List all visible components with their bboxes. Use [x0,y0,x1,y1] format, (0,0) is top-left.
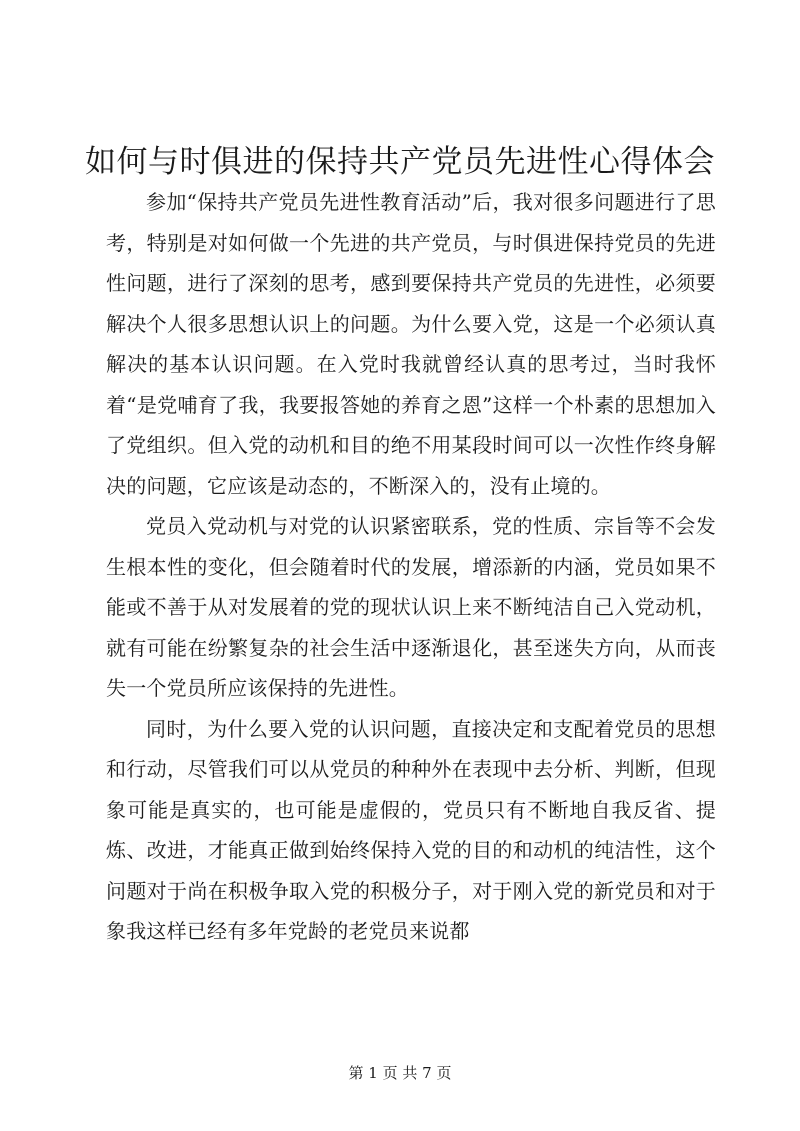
paragraph-2: 党员入党动机与对党的认识紧密联系，党的性质、宗旨等不会发生根本性的变化，但会随着时代的发展，增添新的内涵，党员如果不能或不善于从对发展着的党的现状认识上来不断纯洁自己入党动机，就有可能在纷繁复杂的社会生活中逐渐退化，甚至迷失方向，从而丧失一个党员所应该保持的先进性。 [106,514,716,700]
document-title: 如何与时俱进的保持共产党员先进性心得体会 [85,144,715,180]
paragraph-3: 同时，为什么要入党的认识问题，直接决定和支配着党员的思想和行动，尽管我们可以从党员的种种外在表现中去分析、判断，但现象可能是真实的，也可能是虚假的，党员只有不断地自我反省、提炼、改进，才能真正做到始终保持入党的目的和动机的纯洁性，这个问题对于尚在积极争取入党的积极分子，对于刚入党的新党员和对于象我这样已经有多年党龄的老党员来说都 [106,716,716,943]
document-body [106,182,716,952]
paragraph-1: 参加“保持共产党员先进性教育活动”后，我对很多问题进行了思考，特别是对如何做一个先进的共产党员，与时俱进保持党员的先进性问题，进行了深刻的思考，感到要保持共产党员的先进性，必须要解决个人很多思想认识上的问题。为什么要入党，这是一个必须认真解决的基本认识问题。在入党时我就曾经认真的思考过，当时我怀着“是党哺育了我，我要报答她的养育之恩”这样一个朴素的思想加入了党组织。但入党的动机和目的绝不用某段时间可以一次性作终身解决的问题，它应该是动态的，不断深入的，没有止境的。 [106,190,716,498]
page-footer: 第 1 页 共 7 页 [348,1064,452,1082]
